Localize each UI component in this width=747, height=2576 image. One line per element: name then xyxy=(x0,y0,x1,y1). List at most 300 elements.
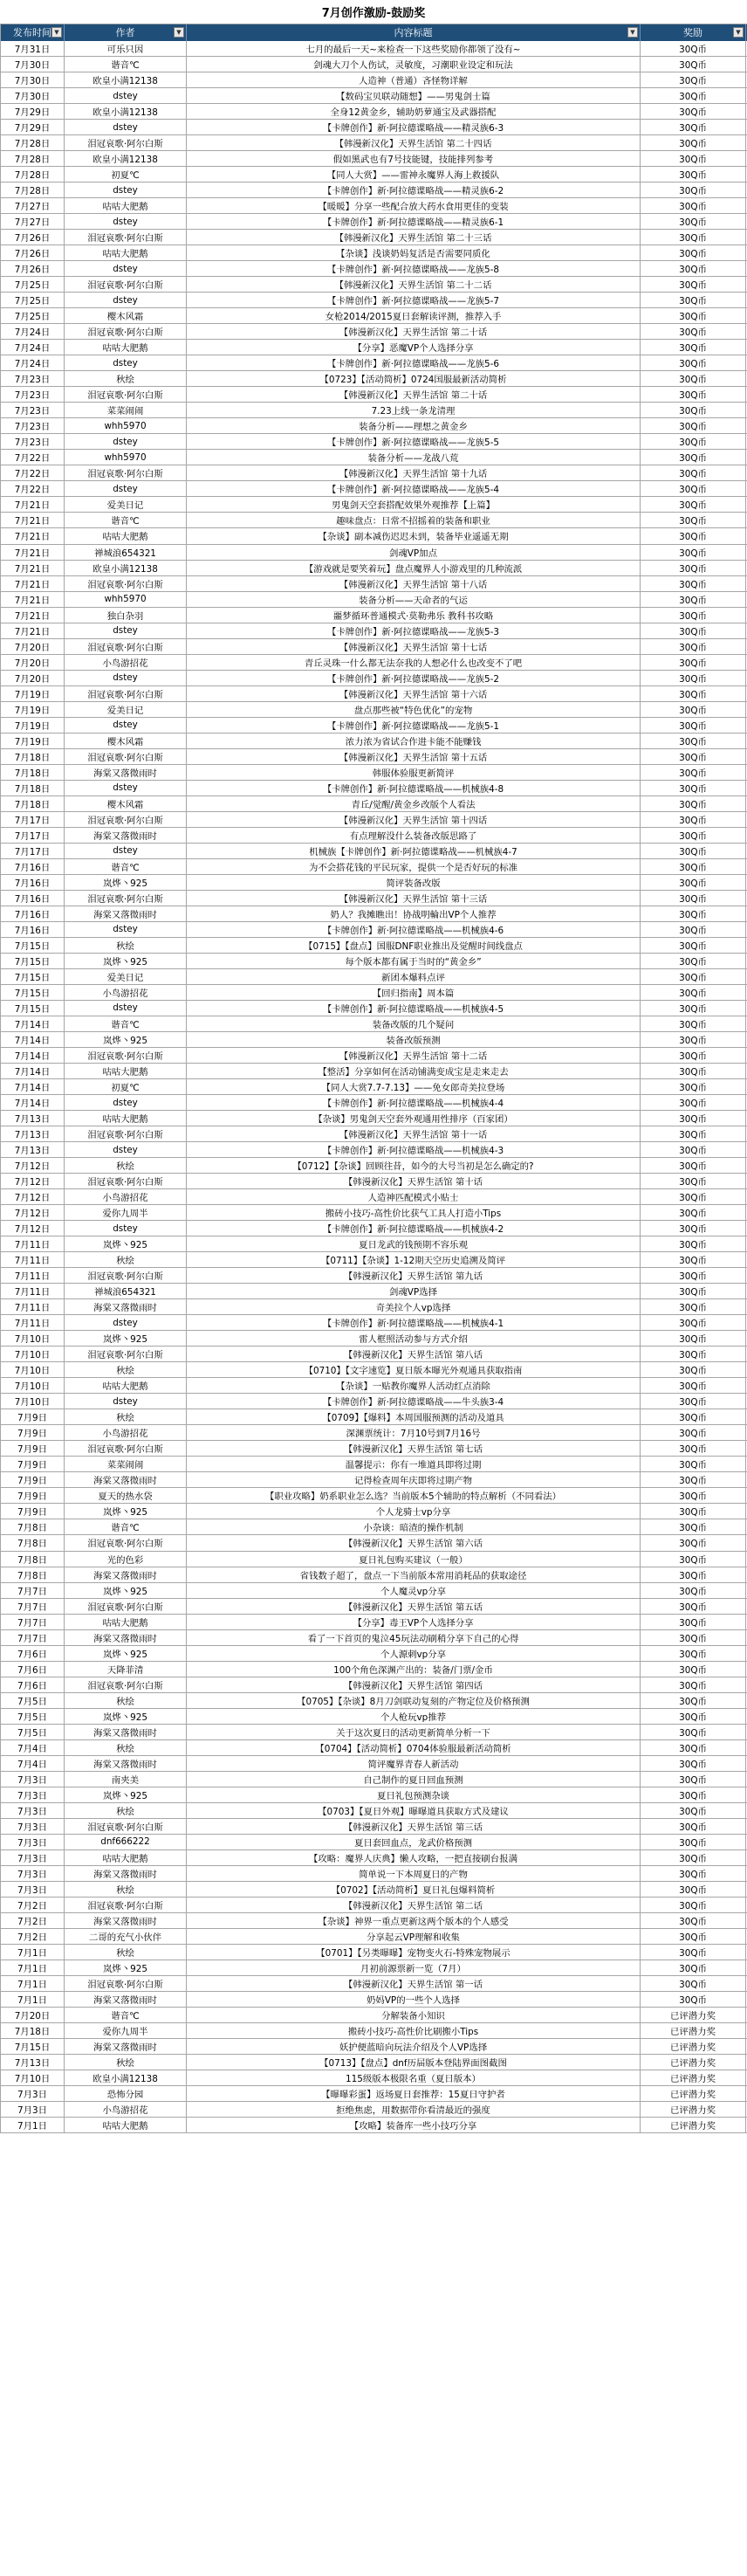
cell-reward[interactable]: 30Q币 xyxy=(641,387,746,402)
cell-date[interactable]: 7月11日 xyxy=(0,1236,65,1251)
cell-reward[interactable]: 30Q币 xyxy=(641,859,746,874)
cell-date[interactable]: 7月24日 xyxy=(0,340,65,355)
cell-title[interactable]: 【卡牌创作】新·阿拉德谍略战——机械族4-4 xyxy=(187,1095,641,1110)
cell-date[interactable]: 7月5日 xyxy=(0,1725,65,1739)
cell-title[interactable]: 【卡牌创作】新·阿拉德谍略战——机械族4-1 xyxy=(187,1315,641,1330)
cell-author[interactable]: dstey xyxy=(65,1142,187,1157)
cell-date[interactable]: 7月1日 xyxy=(0,2118,65,2132)
cell-author[interactable]: dstey xyxy=(65,183,187,197)
cell-author[interactable]: 咕咕大肥鹅 xyxy=(65,198,187,213)
cell-reward[interactable]: 30Q币 xyxy=(641,1693,746,1708)
cell-title[interactable]: 【数码宝贝联动随想】——男鬼剑士篇 xyxy=(187,88,641,103)
cell-date[interactable]: 7月27日 xyxy=(0,214,65,229)
cell-author[interactable]: 禅城浪654321 xyxy=(65,545,187,560)
cell-date[interactable]: 7月21日 xyxy=(0,528,65,543)
cell-title[interactable]: 【0703】【夏日外观】曝曝道具获取方式及建议 xyxy=(187,1803,641,1818)
cell-reward[interactable]: 30Q币 xyxy=(641,1315,746,1330)
cell-title[interactable]: 【韩漫新汉化】天界生活馆 第七话 xyxy=(187,1441,641,1456)
cell-author[interactable]: dstey xyxy=(65,671,187,685)
cell-date[interactable]: 7月14日 xyxy=(0,1064,65,1078)
cell-author[interactable]: 樱木风霜 xyxy=(65,308,187,323)
cell-title[interactable]: 装备分析——龙战八荒 xyxy=(187,450,641,465)
cell-title[interactable]: 个人源刺vp分享 xyxy=(187,1646,641,1661)
cell-date[interactable]: 7月30日 xyxy=(0,57,65,72)
column-header-reward[interactable]: 奖励 ▼ xyxy=(641,24,746,41)
cell-title[interactable]: 【韩漫新汉化】天界生活馆 第十话 xyxy=(187,1174,641,1188)
cell-author[interactable]: 小鸟游招花 xyxy=(65,985,187,1000)
cell-author[interactable]: 泪冠哀歌·阿尔白斯 xyxy=(65,1048,187,1063)
cell-title[interactable]: 【杂谈】神界一重点更新这两个版本的个人感受 xyxy=(187,1913,641,1928)
cell-author[interactable]: 岚烨丶925 xyxy=(65,875,187,890)
cell-author[interactable]: 秋绘 xyxy=(65,1158,187,1173)
cell-reward[interactable]: 30Q币 xyxy=(641,1913,746,1928)
cell-date[interactable]: 7月21日 xyxy=(0,497,65,512)
cell-reward[interactable]: 30Q币 xyxy=(641,1709,746,1724)
cell-reward[interactable]: 30Q币 xyxy=(641,1803,746,1818)
cell-reward[interactable]: 30Q币 xyxy=(641,1504,746,1519)
cell-title[interactable]: 【职业攻略】奶系职业怎么选？当前版本5个辅助的特点解析（不同看法） xyxy=(187,1488,641,1503)
cell-title[interactable]: 【韩漫新汉化】天界生活馆 第十九话 xyxy=(187,465,641,480)
cell-author[interactable]: 海棠又落微雨时 xyxy=(65,1630,187,1645)
cell-author[interactable]: 岚烨丶925 xyxy=(65,1787,187,1802)
cell-reward[interactable]: 30Q币 xyxy=(641,245,746,260)
cell-author[interactable]: 秋绘 xyxy=(65,2055,187,2070)
cell-author[interactable]: 菜菜闹闹 xyxy=(65,1457,187,1471)
cell-title[interactable]: 【韩漫新汉化】天界生活馆 第二十话 xyxy=(187,324,641,339)
cell-author[interactable]: 光的色彩 xyxy=(65,1552,187,1567)
cell-date[interactable]: 7月4日 xyxy=(0,1756,65,1771)
cell-date[interactable]: 7月11日 xyxy=(0,1284,65,1298)
cell-date[interactable]: 7月14日 xyxy=(0,1048,65,1063)
cell-author[interactable]: 泪冠哀歌·阿尔白斯 xyxy=(65,639,187,654)
cell-title[interactable]: 自己制作的夏日回血预测 xyxy=(187,1772,641,1787)
cell-title[interactable]: 【攻略】装备库一些小技巧分享 xyxy=(187,2118,641,2132)
cell-reward[interactable]: 30Q币 xyxy=(641,796,746,811)
cell-author[interactable]: 泪冠哀歌·阿尔白斯 xyxy=(65,1174,187,1188)
cell-title[interactable]: 人造神（普通）吝怪物详解 xyxy=(187,72,641,87)
cell-date[interactable]: 7月9日 xyxy=(0,1457,65,1471)
cell-title[interactable]: 关于这次夏日的活动更新简单分析一下 xyxy=(187,1725,641,1739)
cell-author[interactable]: 泪冠哀歌·阿尔白斯 xyxy=(65,135,187,150)
cell-reward[interactable]: 已评潜力奖 xyxy=(641,2086,746,2101)
cell-date[interactable]: 7月18日 xyxy=(0,749,65,764)
cell-title[interactable]: 装备改版的几个疑问 xyxy=(187,1016,641,1031)
cell-date[interactable]: 7月15日 xyxy=(0,938,65,953)
cell-author[interactable]: dnf666222 xyxy=(65,1835,187,1849)
cell-date[interactable]: 7月21日 xyxy=(0,623,65,638)
cell-title[interactable]: 【韩漫新汉化】天界生活馆 第二十话 xyxy=(187,387,641,402)
cell-author[interactable]: 岚烨丶925 xyxy=(65,1960,187,1975)
cell-author[interactable]: 岚烨丶925 xyxy=(65,1583,187,1598)
cell-author[interactable]: dstey xyxy=(65,88,187,103)
cell-title[interactable]: 夏日礼包购买建议（一般） xyxy=(187,1552,641,1567)
cell-title[interactable]: 【韩漫新汉化】天界生活馆 第十三话 xyxy=(187,891,641,906)
cell-reward[interactable]: 30Q币 xyxy=(641,1299,746,1314)
cell-date[interactable]: 7月28日 xyxy=(0,151,65,166)
cell-author[interactable]: 秋绘 xyxy=(65,1945,187,1960)
cell-title[interactable]: 妖护便蓝暗向玩法介绍及个人VP选择 xyxy=(187,2039,641,2054)
cell-author[interactable]: 秋绘 xyxy=(65,1740,187,1755)
cell-reward[interactable]: 30Q币 xyxy=(641,655,746,670)
cell-reward[interactable]: 30Q币 xyxy=(641,450,746,465)
cell-title[interactable]: 个人魔灵vp分享 xyxy=(187,1583,641,1598)
cell-title[interactable]: 看了一下首页的鬼泣45玩法动刷稍分享下自己的心得 xyxy=(187,1630,641,1645)
cell-reward[interactable]: 30Q币 xyxy=(641,623,746,638)
cell-date[interactable]: 7月15日 xyxy=(0,1001,65,1016)
cell-author[interactable]: 秋绘 xyxy=(65,371,187,386)
cell-author[interactable]: 泪冠哀歌·阿尔白斯 xyxy=(65,230,187,245)
cell-title[interactable]: 装备改版预测 xyxy=(187,1032,641,1047)
cell-title[interactable]: 【0712】【杂谈】回顾往昔，如今的大号当初是怎么确定的? xyxy=(187,1158,641,1173)
cell-author[interactable]: 海棠又落微雨时 xyxy=(65,828,187,843)
cell-date[interactable]: 7月1日 xyxy=(0,1960,65,1975)
cell-date[interactable]: 7月26日 xyxy=(0,245,65,260)
cell-date[interactable]: 7月9日 xyxy=(0,1488,65,1503)
cell-reward[interactable]: 30Q币 xyxy=(641,891,746,906)
column-header-date[interactable]: 发布时间 ▼ xyxy=(0,24,65,41)
cell-author[interactable]: 泪冠哀歌·阿尔白斯 xyxy=(65,1126,187,1141)
cell-title[interactable]: 【韩漫新汉化】天界生活馆 第九话 xyxy=(187,1268,641,1283)
cell-date[interactable]: 7月19日 xyxy=(0,718,65,733)
cell-title[interactable]: 记得检查周年庆即将过期产物 xyxy=(187,1472,641,1487)
cell-date[interactable]: 7月6日 xyxy=(0,1662,65,1677)
cell-title[interactable]: 个人枪玩vp推荐 xyxy=(187,1709,641,1724)
cell-date[interactable]: 7月2日 xyxy=(0,1913,65,1928)
cell-title[interactable]: 【杂谈】副本减伤迟迟未到，装备毕业遥遥无期 xyxy=(187,528,641,543)
cell-title[interactable]: 全身12黄金乡，辅助奶萝通宝及武器搭配 xyxy=(187,104,641,119)
cell-reward[interactable]: 30Q币 xyxy=(641,938,746,953)
cell-reward[interactable]: 30Q币 xyxy=(641,1535,746,1550)
cell-title[interactable]: 【韩漫新汉化】天界生活馆 第二十四话 xyxy=(187,135,641,150)
cell-title[interactable]: 每个版本都有属于当时的“黄金乡” xyxy=(187,954,641,968)
cell-author[interactable]: 谐音℃ xyxy=(65,2008,187,2022)
cell-author[interactable]: 海棠又落微雨时 xyxy=(65,765,187,780)
cell-title[interactable]: 【0705】【杂谈】8月刀剑联动复刻的产物定位及价格预测 xyxy=(187,1693,641,1708)
cell-reward[interactable]: 30Q币 xyxy=(641,497,746,512)
cell-author[interactable]: 爱美日记 xyxy=(65,497,187,512)
cell-reward[interactable]: 30Q币 xyxy=(641,828,746,843)
cell-author[interactable]: 泪冠哀歌·阿尔白斯 xyxy=(65,1898,187,1912)
cell-date[interactable]: 7月13日 xyxy=(0,2055,65,2070)
cell-title[interactable]: 【卡牌创作】新·阿拉德谍略战——精灵族6-1 xyxy=(187,214,641,229)
cell-title[interactable]: 【韩漫新汉化】天界生活馆 第三话 xyxy=(187,1819,641,1834)
cell-reward[interactable]: 30Q币 xyxy=(641,718,746,733)
cell-title[interactable]: 100个角色深渊产出的：装备/门票/金币 xyxy=(187,1662,641,1677)
cell-date[interactable]: 7月24日 xyxy=(0,355,65,370)
cell-author[interactable]: dstey xyxy=(65,1001,187,1016)
cell-author[interactable]: 谐音℃ xyxy=(65,1016,187,1031)
cell-author[interactable]: 海棠又落微雨时 xyxy=(65,1866,187,1881)
cell-author[interactable]: 咕咕大肥鹅 xyxy=(65,245,187,260)
cell-reward[interactable]: 30Q币 xyxy=(641,749,746,764)
cell-date[interactable]: 7月11日 xyxy=(0,1299,65,1314)
cell-title[interactable]: 【韩漫新汉化】天界生活馆 第十七话 xyxy=(187,639,641,654)
cell-author[interactable]: 泪冠哀歌·阿尔白斯 xyxy=(65,1347,187,1361)
cell-date[interactable]: 7月6日 xyxy=(0,1646,65,1661)
cell-date[interactable]: 7月3日 xyxy=(0,1819,65,1834)
cell-title[interactable]: 【0701】【另类曝曝】宠物变火石-特殊宠物展示 xyxy=(187,1945,641,1960)
cell-author[interactable]: 独白杂羽 xyxy=(65,608,187,623)
cell-reward[interactable]: 30Q币 xyxy=(641,875,746,890)
cell-date[interactable]: 7月17日 xyxy=(0,828,65,843)
cell-date[interactable]: 7月12日 xyxy=(0,1174,65,1188)
cell-reward[interactable]: 30Q币 xyxy=(641,1142,746,1157)
cell-date[interactable]: 7月25日 xyxy=(0,308,65,323)
filter-dropdown-icon[interactable]: ▼ xyxy=(733,27,744,38)
cell-author[interactable]: 夏天的热水袋 xyxy=(65,1488,187,1503)
cell-date[interactable]: 7月5日 xyxy=(0,1709,65,1724)
cell-author[interactable]: 樱木风霜 xyxy=(65,734,187,748)
cell-date[interactable]: 7月3日 xyxy=(0,1882,65,1897)
cell-date[interactable]: 7月20日 xyxy=(0,2008,65,2022)
cell-reward[interactable]: 30Q币 xyxy=(641,1976,746,1991)
cell-title[interactable]: 【0713】【盘点】dnf历届版本登陆界面图截图 xyxy=(187,2055,641,2070)
filter-dropdown-icon[interactable]: ▼ xyxy=(51,27,62,38)
cell-author[interactable]: 秋绘 xyxy=(65,1803,187,1818)
cell-author[interactable]: 咕咕大肥鹅 xyxy=(65,1064,187,1078)
cell-title[interactable]: 【卡牌创作】新·阿拉德谍略战——机械族4-2 xyxy=(187,1221,641,1236)
cell-reward[interactable]: 30Q币 xyxy=(641,1001,746,1016)
cell-author[interactable]: 爱美日记 xyxy=(65,969,187,984)
cell-reward[interactable]: 30Q币 xyxy=(641,671,746,685)
cell-author[interactable]: 海棠又落微雨时 xyxy=(65,1725,187,1739)
cell-date[interactable]: 7月26日 xyxy=(0,261,65,276)
cell-reward[interactable]: 30Q币 xyxy=(641,277,746,292)
cell-reward[interactable]: 30Q币 xyxy=(641,1772,746,1787)
cell-date[interactable]: 7月3日 xyxy=(0,1803,65,1818)
cell-reward[interactable]: 30Q币 xyxy=(641,230,746,245)
cell-date[interactable]: 7月11日 xyxy=(0,1252,65,1267)
cell-author[interactable]: 岚烨丶925 xyxy=(65,1236,187,1251)
cell-reward[interactable]: 30Q币 xyxy=(641,1519,746,1534)
filter-dropdown-icon[interactable]: ▼ xyxy=(174,27,184,38)
cell-date[interactable]: 7月15日 xyxy=(0,985,65,1000)
cell-date[interactable]: 7月26日 xyxy=(0,230,65,245)
cell-date[interactable]: 7月20日 xyxy=(0,655,65,670)
cell-title[interactable]: 小杂谈：暗渣的操作机制 xyxy=(187,1519,641,1534)
cell-reward[interactable]: 30Q币 xyxy=(641,481,746,496)
cell-author[interactable]: 泪冠哀歌·阿尔白斯 xyxy=(65,1819,187,1834)
cell-title[interactable]: 【0709】【爆料】本周国服预测的活动及道具 xyxy=(187,1409,641,1424)
cell-author[interactable]: 小鸟游招花 xyxy=(65,1425,187,1440)
cell-author[interactable]: 泪冠哀歌·阿尔白斯 xyxy=(65,1976,187,1991)
cell-date[interactable]: 7月27日 xyxy=(0,198,65,213)
cell-date[interactable]: 7月21日 xyxy=(0,545,65,560)
cell-date[interactable]: 7月19日 xyxy=(0,734,65,748)
cell-author[interactable]: 谐音℃ xyxy=(65,513,187,527)
cell-reward[interactable]: 30Q币 xyxy=(641,418,746,433)
cell-reward[interactable]: 30Q币 xyxy=(641,120,746,134)
cell-author[interactable]: 咕咕大肥鹅 xyxy=(65,1615,187,1629)
cell-title[interactable]: 拒绝焦虑，用数据带你看清最近的强度 xyxy=(187,2102,641,2117)
cell-date[interactable]: 7月16日 xyxy=(0,922,65,937)
cell-title[interactable]: 奶妈VP的一些个人选择 xyxy=(187,1992,641,2007)
cell-reward[interactable]: 已评潜力奖 xyxy=(641,2102,746,2117)
cell-reward[interactable]: 30Q币 xyxy=(641,308,746,323)
cell-reward[interactable]: 30Q币 xyxy=(641,324,746,339)
cell-author[interactable]: 泪冠哀歌·阿尔白斯 xyxy=(65,277,187,292)
cell-reward[interactable]: 30Q币 xyxy=(641,1252,746,1267)
cell-author[interactable]: dstey xyxy=(65,623,187,638)
cell-date[interactable]: 7月19日 xyxy=(0,702,65,717)
cell-author[interactable]: 岚烨丶925 xyxy=(65,1032,187,1047)
cell-author[interactable]: 南夹美 xyxy=(65,1772,187,1787)
cell-title[interactable]: 青丘/觉醒/黄金乡改版个人看法 xyxy=(187,796,641,811)
cell-author[interactable]: dstey xyxy=(65,214,187,229)
cell-reward[interactable]: 已评潜力奖 xyxy=(641,2008,746,2022)
cell-author[interactable]: dstey xyxy=(65,844,187,858)
cell-author[interactable]: 小鸟游招花 xyxy=(65,1189,187,1204)
cell-date[interactable]: 7月30日 xyxy=(0,88,65,103)
cell-title[interactable]: 浓力浓为省试合作进卡能不能赚钱 xyxy=(187,734,641,748)
cell-date[interactable]: 7月16日 xyxy=(0,859,65,874)
cell-title[interactable]: 【卡牌创作】新·阿拉德谍略战——龙族5-8 xyxy=(187,261,641,276)
cell-reward[interactable]: 30Q币 xyxy=(641,1205,746,1220)
cell-title[interactable]: 【韩漫新汉化】天界生活馆 第二话 xyxy=(187,1898,641,1912)
cell-title[interactable]: 【卡牌创作】新·阿拉德谍略战——机械族4-5 xyxy=(187,1001,641,1016)
cell-title[interactable]: 【整活】分享如何在活动铺满变成宝是走来走去 xyxy=(187,1064,641,1078)
cell-author[interactable]: 谐音℃ xyxy=(65,859,187,874)
cell-title[interactable]: 【卡牌创作】新·阿拉德谍略战——精灵族6-3 xyxy=(187,120,641,134)
cell-reward[interactable]: 30Q币 xyxy=(641,104,746,119)
cell-title[interactable]: 【0715】【盘点】国服DNF职业推出及觉醒时间线盘点 xyxy=(187,938,641,953)
cell-title[interactable]: 【卡牌创作】新·阿拉德谍略战——机械族4-3 xyxy=(187,1142,641,1157)
cell-author[interactable]: dstey xyxy=(65,120,187,134)
cell-title[interactable]: 雷人框照活动参与方式介绍 xyxy=(187,1331,641,1346)
cell-date[interactable]: 7月3日 xyxy=(0,1772,65,1787)
cell-date[interactable]: 7月2日 xyxy=(0,1898,65,1912)
cell-date[interactable]: 7月9日 xyxy=(0,1425,65,1440)
cell-reward[interactable]: 30Q币 xyxy=(641,1032,746,1047)
cell-date[interactable]: 7月16日 xyxy=(0,875,65,890)
cell-reward[interactable]: 30Q币 xyxy=(641,1441,746,1456)
cell-author[interactable]: whh5970 xyxy=(65,418,187,433)
cell-reward[interactable]: 30Q币 xyxy=(641,371,746,386)
cell-date[interactable]: 7月3日 xyxy=(0,1787,65,1802)
cell-date[interactable]: 7月3日 xyxy=(0,2086,65,2101)
cell-author[interactable]: 泪冠哀歌·阿尔白斯 xyxy=(65,749,187,764)
cell-title[interactable]: 韩服体验服更新简评 xyxy=(187,765,641,780)
cell-reward[interactable]: 30Q币 xyxy=(641,1945,746,1960)
cell-reward[interactable]: 30Q币 xyxy=(641,561,746,575)
cell-author[interactable]: 欧皇小满12138 xyxy=(65,104,187,119)
cell-title[interactable]: 7.23上线一条龙清理 xyxy=(187,403,641,417)
cell-reward[interactable]: 30Q币 xyxy=(641,434,746,449)
cell-title[interactable]: 分解装备小知识 xyxy=(187,2008,641,2022)
cell-reward[interactable]: 30Q币 xyxy=(641,922,746,937)
cell-reward[interactable]: 30Q币 xyxy=(641,765,746,780)
cell-author[interactable]: 岚烨丶925 xyxy=(65,1646,187,1661)
cell-date[interactable]: 7月10日 xyxy=(0,1331,65,1346)
cell-date[interactable]: 7月13日 xyxy=(0,1126,65,1141)
cell-author[interactable]: 咕咕大肥鹅 xyxy=(65,1378,187,1393)
cell-reward[interactable]: 30Q币 xyxy=(641,1048,746,1063)
cell-reward[interactable]: 30Q币 xyxy=(641,88,746,103)
cell-reward[interactable]: 30Q币 xyxy=(641,198,746,213)
cell-author[interactable]: 爱美日记 xyxy=(65,702,187,717)
cell-date[interactable]: 7月1日 xyxy=(0,1992,65,2007)
cell-title[interactable]: 【卡牌创作】新·阿拉德谍略战——机械族4-6 xyxy=(187,922,641,937)
cell-date[interactable]: 7月8日 xyxy=(0,1567,65,1582)
cell-title[interactable]: 【曝曝彩蛋】返场夏日套推荐：15夏日守护者 xyxy=(187,2086,641,2101)
cell-reward[interactable]: 30Q币 xyxy=(641,1064,746,1078)
cell-date[interactable]: 7月12日 xyxy=(0,1205,65,1220)
cell-title[interactable]: 【卡牌创作】新·阿拉德谍略战——龙族5-6 xyxy=(187,355,641,370)
cell-date[interactable]: 7月12日 xyxy=(0,1221,65,1236)
cell-author[interactable]: 泪冠哀歌·阿尔白斯 xyxy=(65,387,187,402)
cell-author[interactable]: 樱木风霜 xyxy=(65,796,187,811)
cell-date[interactable]: 7月12日 xyxy=(0,1189,65,1204)
cell-reward[interactable]: 已评潜力奖 xyxy=(641,2055,746,2070)
cell-date[interactable]: 7月18日 xyxy=(0,765,65,780)
cell-title[interactable]: 搬砖小技巧-高性价比刷搬小Tips xyxy=(187,2023,641,2038)
cell-date[interactable]: 7月15日 xyxy=(0,2039,65,2054)
cell-reward[interactable]: 30Q币 xyxy=(641,1409,746,1424)
cell-author[interactable]: dstey xyxy=(65,1095,187,1110)
cell-author[interactable]: 秋绘 xyxy=(65,938,187,953)
cell-date[interactable]: 7月17日 xyxy=(0,844,65,858)
cell-date[interactable]: 7月22日 xyxy=(0,450,65,465)
cell-author[interactable]: 海棠又落微雨时 xyxy=(65,906,187,921)
cell-date[interactable]: 7月18日 xyxy=(0,796,65,811)
cell-title[interactable]: 人造神匹配模式小贴士 xyxy=(187,1189,641,1204)
cell-date[interactable]: 7月1日 xyxy=(0,1945,65,1960)
cell-date[interactable]: 7月16日 xyxy=(0,891,65,906)
cell-title[interactable]: 剑魂VP加点 xyxy=(187,545,641,560)
cell-title[interactable]: 盘点那些被“特色优化”的宠物 xyxy=(187,702,641,717)
cell-reward[interactable]: 30Q币 xyxy=(641,41,746,56)
cell-reward[interactable]: 30Q币 xyxy=(641,1725,746,1739)
cell-reward[interactable]: 30Q币 xyxy=(641,1599,746,1614)
cell-title[interactable]: 奇美拉个人vp选择 xyxy=(187,1299,641,1314)
cell-date[interactable]: 7月21日 xyxy=(0,576,65,591)
cell-author[interactable]: dstey xyxy=(65,261,187,276)
cell-author[interactable]: 小鸟游招花 xyxy=(65,655,187,670)
cell-author[interactable]: 咕咕大肥鹅 xyxy=(65,340,187,355)
cell-date[interactable]: 7月23日 xyxy=(0,418,65,433)
cell-reward[interactable]: 30Q币 xyxy=(641,1457,746,1471)
cell-title[interactable]: 为不会搭花钱的平民玩家，提供一个是否好玩的标准 xyxy=(187,859,641,874)
cell-reward[interactable]: 30Q币 xyxy=(641,1362,746,1377)
cell-author[interactable]: 泪冠哀歌·阿尔白斯 xyxy=(65,891,187,906)
cell-author[interactable]: 谐音℃ xyxy=(65,57,187,72)
cell-reward[interactable]: 30Q币 xyxy=(641,1552,746,1567)
cell-title[interactable]: 【同人大赏】——雷神永魔界人海上救援队 xyxy=(187,167,641,182)
cell-author[interactable]: 海棠又落微雨时 xyxy=(65,1992,187,2007)
cell-title[interactable]: 个人龙骑士vp分享 xyxy=(187,1504,641,1519)
cell-author[interactable]: 秋绘 xyxy=(65,1882,187,1897)
cell-reward[interactable]: 30Q币 xyxy=(641,1898,746,1912)
cell-date[interactable]: 7月25日 xyxy=(0,277,65,292)
cell-reward[interactable]: 30Q币 xyxy=(641,1284,746,1298)
cell-reward[interactable]: 30Q币 xyxy=(641,1347,746,1361)
cell-date[interactable]: 7月15日 xyxy=(0,969,65,984)
cell-reward[interactable]: 30Q币 xyxy=(641,812,746,827)
filter-dropdown-icon[interactable]: ▼ xyxy=(627,27,638,38)
cell-reward[interactable]: 30Q币 xyxy=(641,1646,746,1661)
cell-date[interactable]: 7月9日 xyxy=(0,1409,65,1424)
cell-author[interactable]: 岚烨丶925 xyxy=(65,1504,187,1519)
cell-date[interactable]: 7月29日 xyxy=(0,104,65,119)
cell-title[interactable]: 【杂谈】一贴教你魔界人活动红点消除 xyxy=(187,1378,641,1393)
cell-reward[interactable]: 30Q币 xyxy=(641,403,746,417)
cell-reward[interactable]: 30Q币 xyxy=(641,261,746,276)
cell-title[interactable]: 七月的最后一天~来检查一下这些奖励你都领了没有~ xyxy=(187,41,641,56)
cell-author[interactable]: dstey xyxy=(65,434,187,449)
cell-reward[interactable]: 30Q币 xyxy=(641,151,746,166)
cell-date[interactable]: 7月14日 xyxy=(0,1016,65,1031)
cell-date[interactable]: 7月19日 xyxy=(0,686,65,701)
